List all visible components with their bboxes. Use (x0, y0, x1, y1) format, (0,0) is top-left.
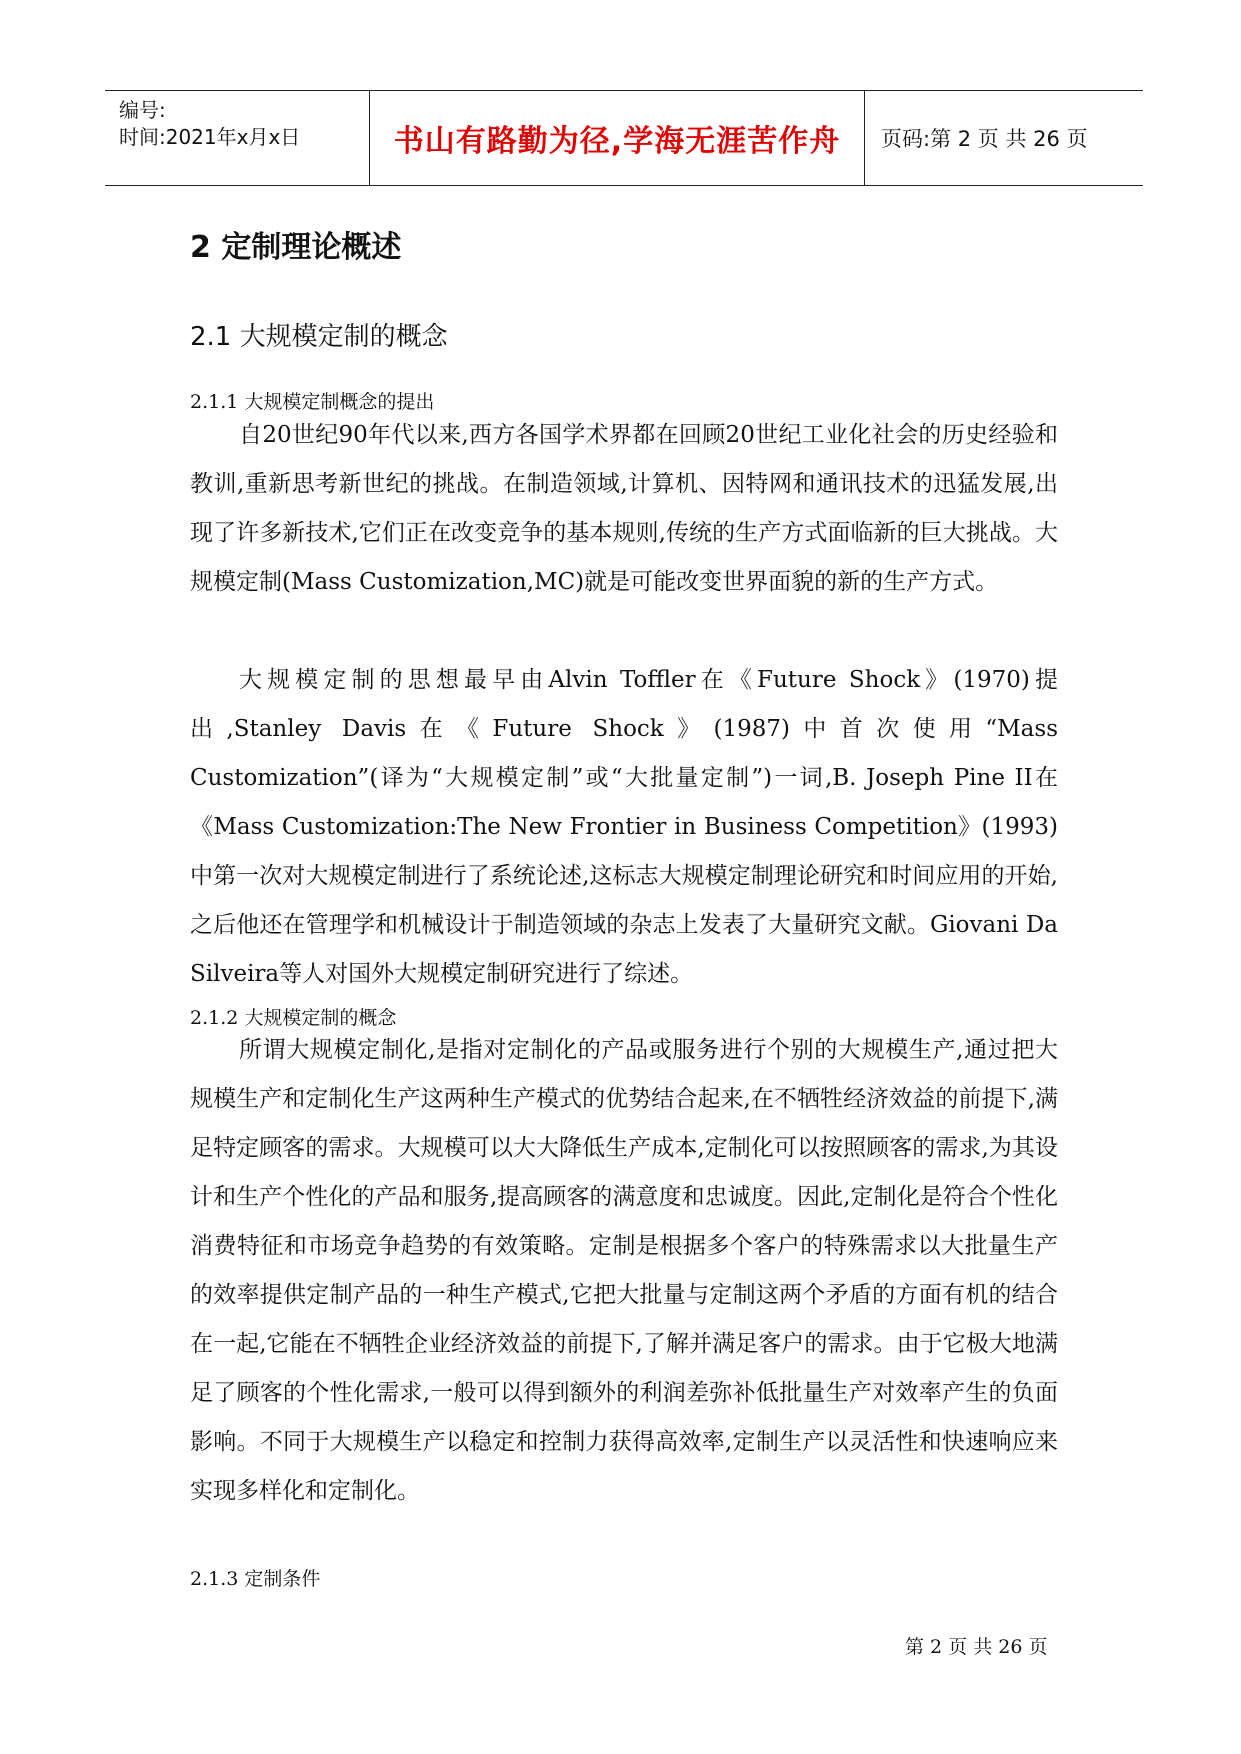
subsubsection-heading-2-1-3: 2.1.3 定制条件 (190, 1568, 321, 1590)
page-footer: 第 2 页 共 26 页 (905, 1636, 1048, 1658)
header-page-info: 页码:第 2 页 共 26 页 (881, 127, 1088, 151)
paragraph-2-1-1-b: 大规模定制的思想最早由Alvin Toffler在《Future Shock》(1970)提出,Stanley Davis在《Future Shock》(1987)中首次使用“Mass Customization”(译为“大规模定制”或“大批量定制”)一词,B. Joseph Pine II在《Mass Customization:The New Frontier in Business Competition》(1993)中第一次对大规模定制进行了系统论述,这标志大规模定制理论研究和时间应用的开始,之后他还在管理学和机械设计于制造领域的杂志上发表了大量研究文献。Giovani Da Silveira等人对国外大规模定制研究进行了综述。 (190, 667, 1058, 987)
paragraph-2-1-1-a: 自20世纪90年代以来,西方各国学术界都在回顾20世纪工业化社会的历史经验和教训,重新思考新世纪的挑战。在制造领域,计算机、因特网和通讯技术的迅猛发展,出现了许多新技术,它们正在改变竞争的基本规则,传统的生产方式面临新的巨大挑战。大规模定制(Mass Customization,MC)就是可能改变世界面貌的新的生产方式。 (190, 422, 1058, 595)
document-time-label: 时间:2021年x月x日 (119, 125, 301, 149)
header-motto: 书山有路勤为径,学海无涯苦作舟 (393, 124, 841, 159)
subsubsection-heading-2-1-2: 2.1.2 大规模定制的概念 (190, 1007, 397, 1029)
header-meta-cell (105, 91, 370, 185)
section-title: 2 定制理论概述 (190, 230, 402, 265)
paragraph-2-1-2: 所谓大规模定制化,是指对定制化的产品或服务进行个别的大规模生产,通过把大规模生产和定制化生产这两种生产模式的优势结合起来,在不牺牲经济效益的前提下,满足特定顾客的需求。大规模可以大大降低生产成本,定制化可以按照顾客的需求,为其设计和生产个性化的产品和服务,提高顾客的满意度和忠诚度。因此,定制化是符合个性化消费特征和市场竞争趋势的有效策略。定制是根据多个客户的特殊需求以大批量生产的效率提供定制产品的一种生产模式,它把大批量与定制这两个矛盾的方面有机的结合在一起,它能在不牺牲企业经济效益的前提下,了解并满足客户的需求。由于它极大地满足了顾客的个性化需求,一般可以得到额外的利润差弥补低批量生产对效率产生的负面影响。不同于大规模生产以稳定和控制力获得高效率,定制生产以灵活性和快速响应来实现多样化和定制化。 (190, 1037, 1058, 1504)
header-page-cell (865, 91, 1143, 185)
header-motto-cell (370, 91, 865, 185)
subsubsection-heading-2-1-1: 2.1.1 大规模定制概念的提出 (190, 391, 435, 413)
subsection-title: 2.1 大规模定制的概念 (190, 322, 448, 352)
page-header (105, 90, 1143, 186)
document-number-label: 编号: (119, 98, 166, 122)
